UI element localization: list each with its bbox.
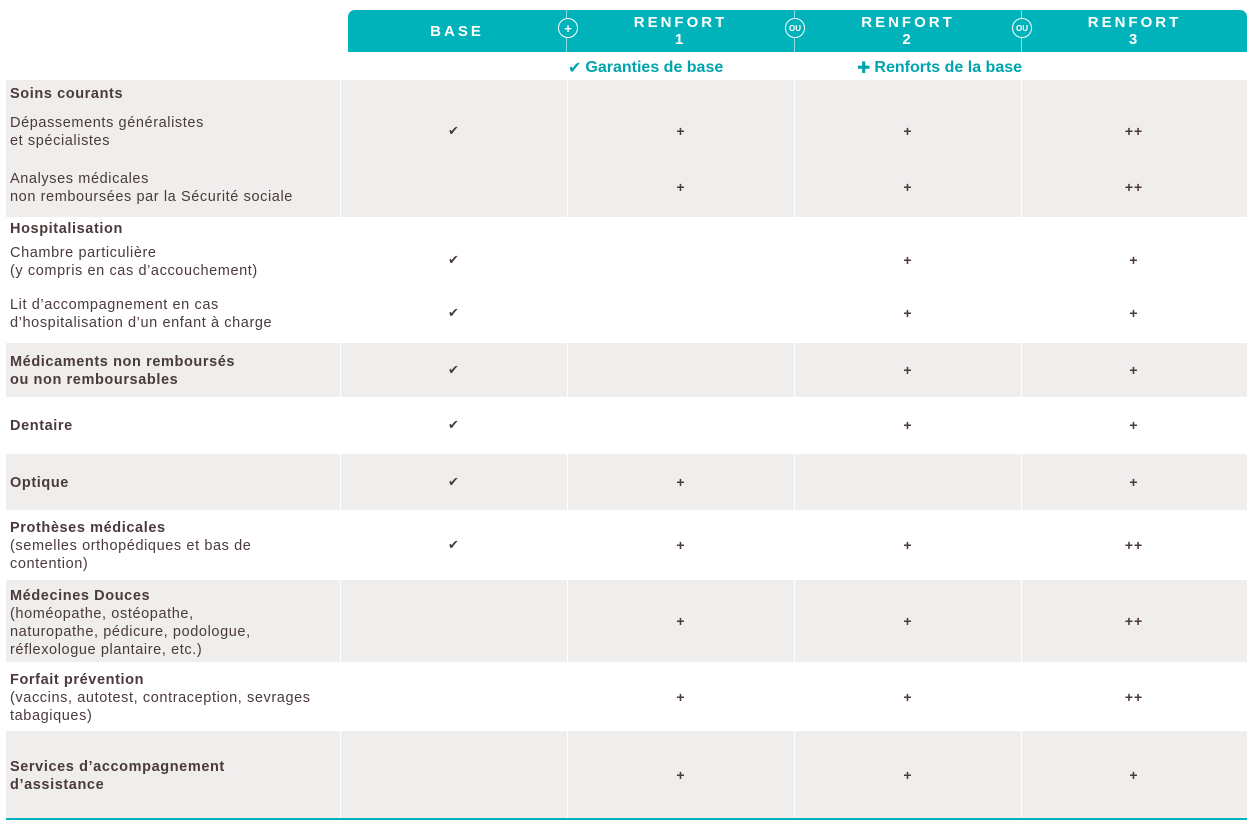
plus-mark: + — [676, 179, 686, 195]
plus-mark: + — [903, 613, 913, 629]
row-label: Dépassements généralistes et spécialistes — [10, 115, 204, 149]
col-header-renfort1 — [567, 10, 794, 52]
plus-mark: + — [903, 417, 913, 433]
legend-base-guarantees — [568, 58, 723, 78]
col-header-renfort1-label: RENFORT — [633, 14, 728, 31]
plus-mark: + — [903, 252, 913, 268]
row-group-dentaire — [6, 397, 1247, 454]
plus-mark: + — [1129, 417, 1139, 433]
col-header-renfort2-number: 2 — [902, 31, 914, 48]
row-label-heading: Médecines Douces — [10, 588, 151, 604]
check-mark: ✔ — [448, 123, 460, 138]
plus-mark: + — [1129, 305, 1139, 321]
row-label: Médicaments non remboursés ou non remboursables — [10, 354, 236, 388]
check-mark: ✔ — [448, 417, 460, 432]
plus-mark: + — [676, 123, 686, 139]
legend-base-label: Garanties de base — [585, 59, 724, 76]
row-label-heading: Forfait prévention — [10, 672, 145, 688]
plus-mark: ++ — [1124, 689, 1144, 705]
column-divider — [340, 80, 341, 818]
col-header-base-label: BASE — [430, 22, 484, 40]
plus-mark: + — [903, 689, 913, 705]
check-mark: ✔ — [448, 305, 460, 320]
plus-mark: + — [903, 767, 913, 783]
legend-reinforcement-label: Renforts de la base — [874, 59, 1023, 76]
row-label: (homéopathe, ostéopathe, naturopathe, pédicure, podologue, réflexologue plantaire, etc.) — [10, 606, 251, 658]
row-label-heading: Prothèses médicales — [10, 520, 166, 536]
check-mark: ✔ — [448, 252, 460, 267]
plus-mark: + — [903, 179, 913, 195]
plus-mark: + — [676, 613, 686, 629]
col-header-renfort3-number: 3 — [1128, 31, 1141, 48]
plus-mark: + — [676, 537, 686, 553]
table-bottom-border — [6, 818, 1247, 820]
plus-mark: + — [1129, 767, 1139, 783]
check-mark: ✔ — [448, 362, 460, 377]
row-label: (semelles orthopédiques et bas de contention) — [10, 538, 252, 572]
plus-icon: ✚ — [857, 60, 871, 77]
row-group-optique — [6, 454, 1247, 510]
plus-mark: + — [1129, 252, 1139, 268]
row-label: Lit d’accompagnement en cas d’hospitalisation d’un enfant à charge — [10, 297, 273, 331]
or-connector-icon: OU — [1012, 18, 1032, 38]
col-header-renfort3 — [1022, 10, 1247, 52]
plus-mark: + — [676, 689, 686, 705]
column-divider — [567, 80, 568, 818]
row-label: Analyses médicales non remboursées par la Sécurité sociale — [10, 171, 293, 205]
plus-connector-icon: + — [558, 18, 578, 38]
row-label: Dentaire — [10, 418, 73, 434]
plus-mark: + — [903, 305, 913, 321]
section-heading-hospitalisation: Hospitalisation — [10, 221, 123, 237]
plus-mark: + — [903, 123, 913, 139]
plus-mark: ++ — [1124, 179, 1144, 195]
col-header-renfort2-label: RENFORT — [861, 14, 955, 31]
column-divider — [1021, 80, 1022, 818]
plus-mark: ++ — [1124, 537, 1144, 553]
or-connector-icon: OU — [785, 18, 805, 38]
check-mark: ✔ — [448, 474, 460, 489]
col-header-renfort1-number: 1 — [674, 31, 687, 48]
col-header-renfort2 — [795, 10, 1021, 52]
column-divider — [794, 80, 795, 818]
check-icon: ✔ — [568, 60, 582, 77]
col-header-renfort3-label: RENFORT — [1087, 14, 1182, 31]
col-header-base — [348, 10, 566, 52]
plus-mark: + — [903, 537, 913, 553]
row-label: Services d’accompagnement d’assistance — [10, 759, 225, 793]
plus-mark: + — [676, 767, 686, 783]
plus-mark: + — [1129, 362, 1139, 378]
section-heading-soins-courants: Soins courants — [10, 86, 124, 102]
legend-reinforcements — [857, 58, 1022, 78]
plus-mark: + — [1129, 474, 1139, 490]
plus-mark: + — [903, 362, 913, 378]
plus-mark: + — [676, 474, 686, 490]
check-mark: ✔ — [448, 537, 460, 552]
plus-mark: ++ — [1124, 613, 1144, 629]
plus-mark: ++ — [1124, 123, 1144, 139]
row-label: (vaccins, autotest, contraception, sevrages tabagiques) — [10, 690, 311, 724]
row-label: Chambre particulière (y compris en cas d’accouchement) — [10, 245, 258, 279]
row-label: Optique — [10, 475, 69, 491]
